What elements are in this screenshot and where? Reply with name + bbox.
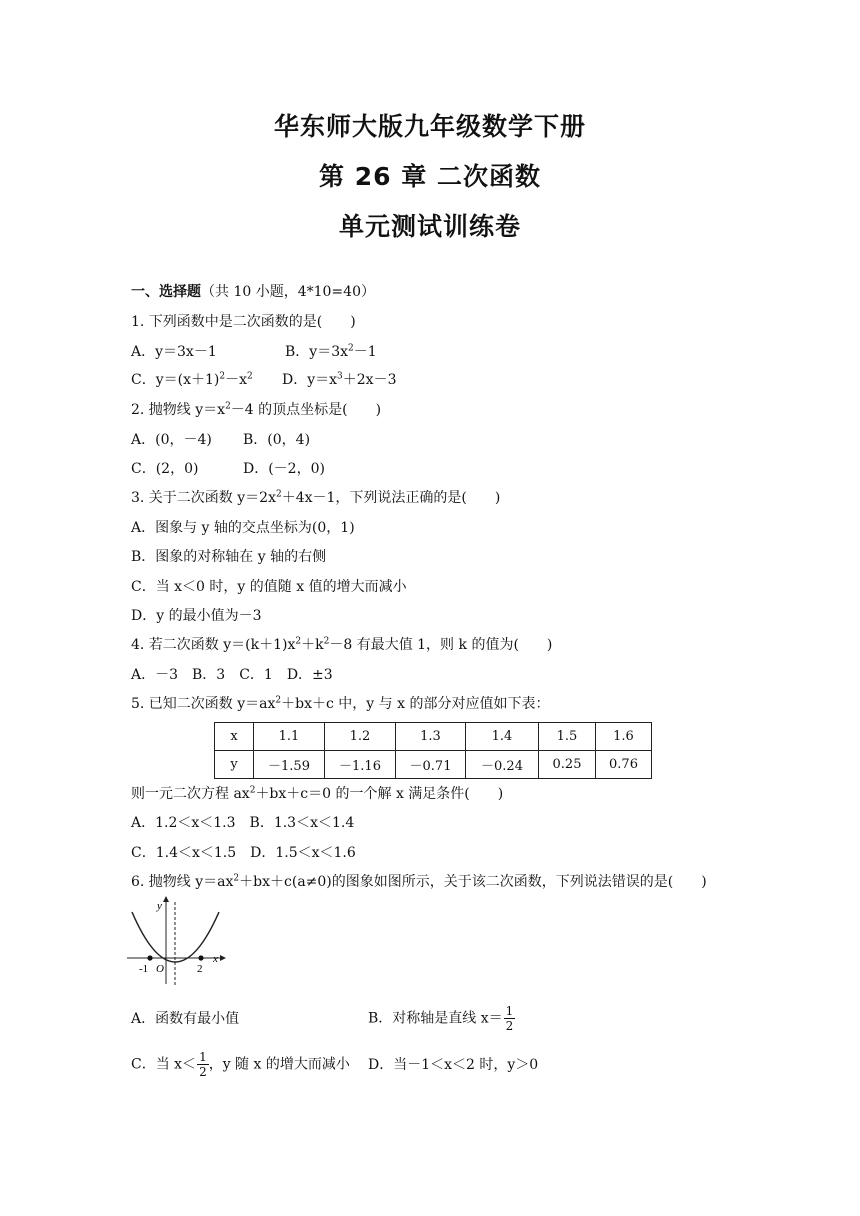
y-axis-label: y bbox=[157, 900, 162, 912]
q6-stem: 6. 抛物线 $y=ax^2+bx+c(a\ne 0)$的图象如图所示，关于该二次函数，下列说法错误的是( ) bbox=[131, 873, 707, 890]
table-cell: 0.25 bbox=[539, 751, 596, 779]
left-root-label: -1 bbox=[139, 963, 149, 975]
table-cell: 1.4 bbox=[466, 723, 539, 751]
q1-option-c: C．$y=(x+1)^2-x^2$ bbox=[131, 371, 253, 388]
fraction-one-half: $\frac{1}{2}$ bbox=[505, 1004, 514, 1033]
table-header-x: x bbox=[215, 723, 254, 751]
q6-parabola-graph bbox=[124, 894, 228, 986]
root-point-left bbox=[147, 955, 152, 960]
q2-options-ab bbox=[131, 430, 310, 450]
q5-options-ab: A．1.2＜x＜1.3 B．1.3＜x＜1.4 bbox=[131, 815, 355, 831]
q1-option-a: A．y＝3x－1 bbox=[131, 344, 217, 360]
q5-question: 则一元二次方程 $ax^2+bx+c=0$ 的一个解 x 满足条件( ) bbox=[131, 785, 504, 802]
q3-stem: 3. 关于二次函数 $y=2x^2+4x-1$，下列说法正确的是( ) bbox=[131, 489, 501, 506]
q1-options-ab bbox=[131, 342, 377, 362]
q5-value-table bbox=[214, 722, 652, 779]
q3-option-b: B．图象的对称轴在 y 轴的右侧 bbox=[131, 549, 327, 565]
q4-options: A．－3 B．3 C．1 D．±3 bbox=[131, 667, 333, 683]
x-axis-label: x bbox=[213, 953, 218, 965]
table-cell: －0.71 bbox=[396, 751, 466, 779]
doc-title: 华东师大版九年级数学下册 bbox=[273, 112, 586, 141]
table-cell: 1.2 bbox=[325, 723, 396, 751]
q3-option-a: A．图象与 y 轴的交点坐标为(0，1) bbox=[131, 520, 355, 536]
q6-option-c: C．当 x＜ $\frac{1}{2}$ ，y 随 x 的增大而减小 bbox=[131, 1050, 350, 1079]
table-cell: 1.6 bbox=[596, 723, 652, 751]
table-cell: 1.5 bbox=[539, 723, 596, 751]
q2-stem: 2. 抛物线 $y=x^2-4$ 的顶点坐标是( ) bbox=[131, 401, 382, 418]
q6-options-ab bbox=[131, 1004, 515, 1033]
q3-option-d: D．y 的最小值为－3 bbox=[131, 608, 262, 624]
chapter-title: 第 26 章 二次函数 bbox=[319, 162, 541, 191]
q6-options-cd bbox=[131, 1050, 538, 1079]
origin-label: O bbox=[156, 963, 164, 975]
table-row-x bbox=[215, 723, 652, 751]
y-axis-arrow bbox=[163, 896, 169, 902]
table-cell: 1.3 bbox=[396, 723, 466, 751]
table-cell: 1.1 bbox=[254, 723, 325, 751]
q1-option-d: D．$y=x^3+2x-3$ bbox=[282, 371, 397, 388]
table-row-y bbox=[215, 751, 652, 779]
q2-option-c: C．(2，0) bbox=[131, 461, 199, 477]
root-point-right bbox=[198, 955, 203, 960]
test-title: 单元测试训练卷 bbox=[338, 212, 521, 241]
q5-options-cd: C．1.4＜x＜1.5 D．1.5＜x＜1.6 bbox=[131, 845, 356, 861]
q6-option-d: D．当－1＜x＜2 时，y＞0 bbox=[368, 1056, 539, 1073]
table-header-y: y bbox=[215, 751, 254, 779]
q4-stem: 4. 若二次函数 $y=(k+1)x^2+k^2-8$ 有最大值 1，则 k 的值为( ) bbox=[131, 636, 553, 653]
q2-option-a: A．(0，－4) bbox=[131, 432, 212, 448]
section-heading bbox=[131, 282, 375, 302]
table-cell: 0.76 bbox=[596, 751, 652, 779]
section-note: （共 10 小题，4*10=40） bbox=[201, 284, 375, 300]
q1-option-b: B．$y=3x^2-1$ bbox=[285, 343, 377, 360]
q2-option-b: B．(0，4) bbox=[243, 432, 311, 448]
q6-option-a: A．函数有最小值 bbox=[131, 1010, 240, 1027]
q2-options-cd bbox=[131, 459, 325, 479]
q3-option-c: C．当 x＜0 时，y 的值随 x 值的增大而减小 bbox=[131, 579, 407, 595]
q1-stem: 1. 下列函数中是二次函数的是( ) bbox=[131, 314, 356, 330]
right-root-label: 2 bbox=[197, 963, 203, 975]
q5-stem: 5. 已知二次函数 $y=ax^2+bx+c$ 中，y 与 x 的部分对应值如下表： bbox=[131, 695, 550, 712]
table-cell: －1.59 bbox=[254, 751, 325, 779]
table-cell: －0.24 bbox=[466, 751, 539, 779]
fraction-one-half: $\frac{1}{2}$ bbox=[199, 1050, 207, 1079]
q1-options-cd bbox=[131, 370, 396, 390]
section-label: 一、选择题 bbox=[131, 284, 201, 300]
x-axis-arrow bbox=[220, 955, 226, 961]
q2-option-d: D．(－2，0) bbox=[243, 461, 325, 477]
q6-option-b: B．对称轴是直线 x＝ $\frac{1}{2}$ bbox=[368, 1004, 514, 1033]
table-cell: －1.16 bbox=[325, 751, 396, 779]
